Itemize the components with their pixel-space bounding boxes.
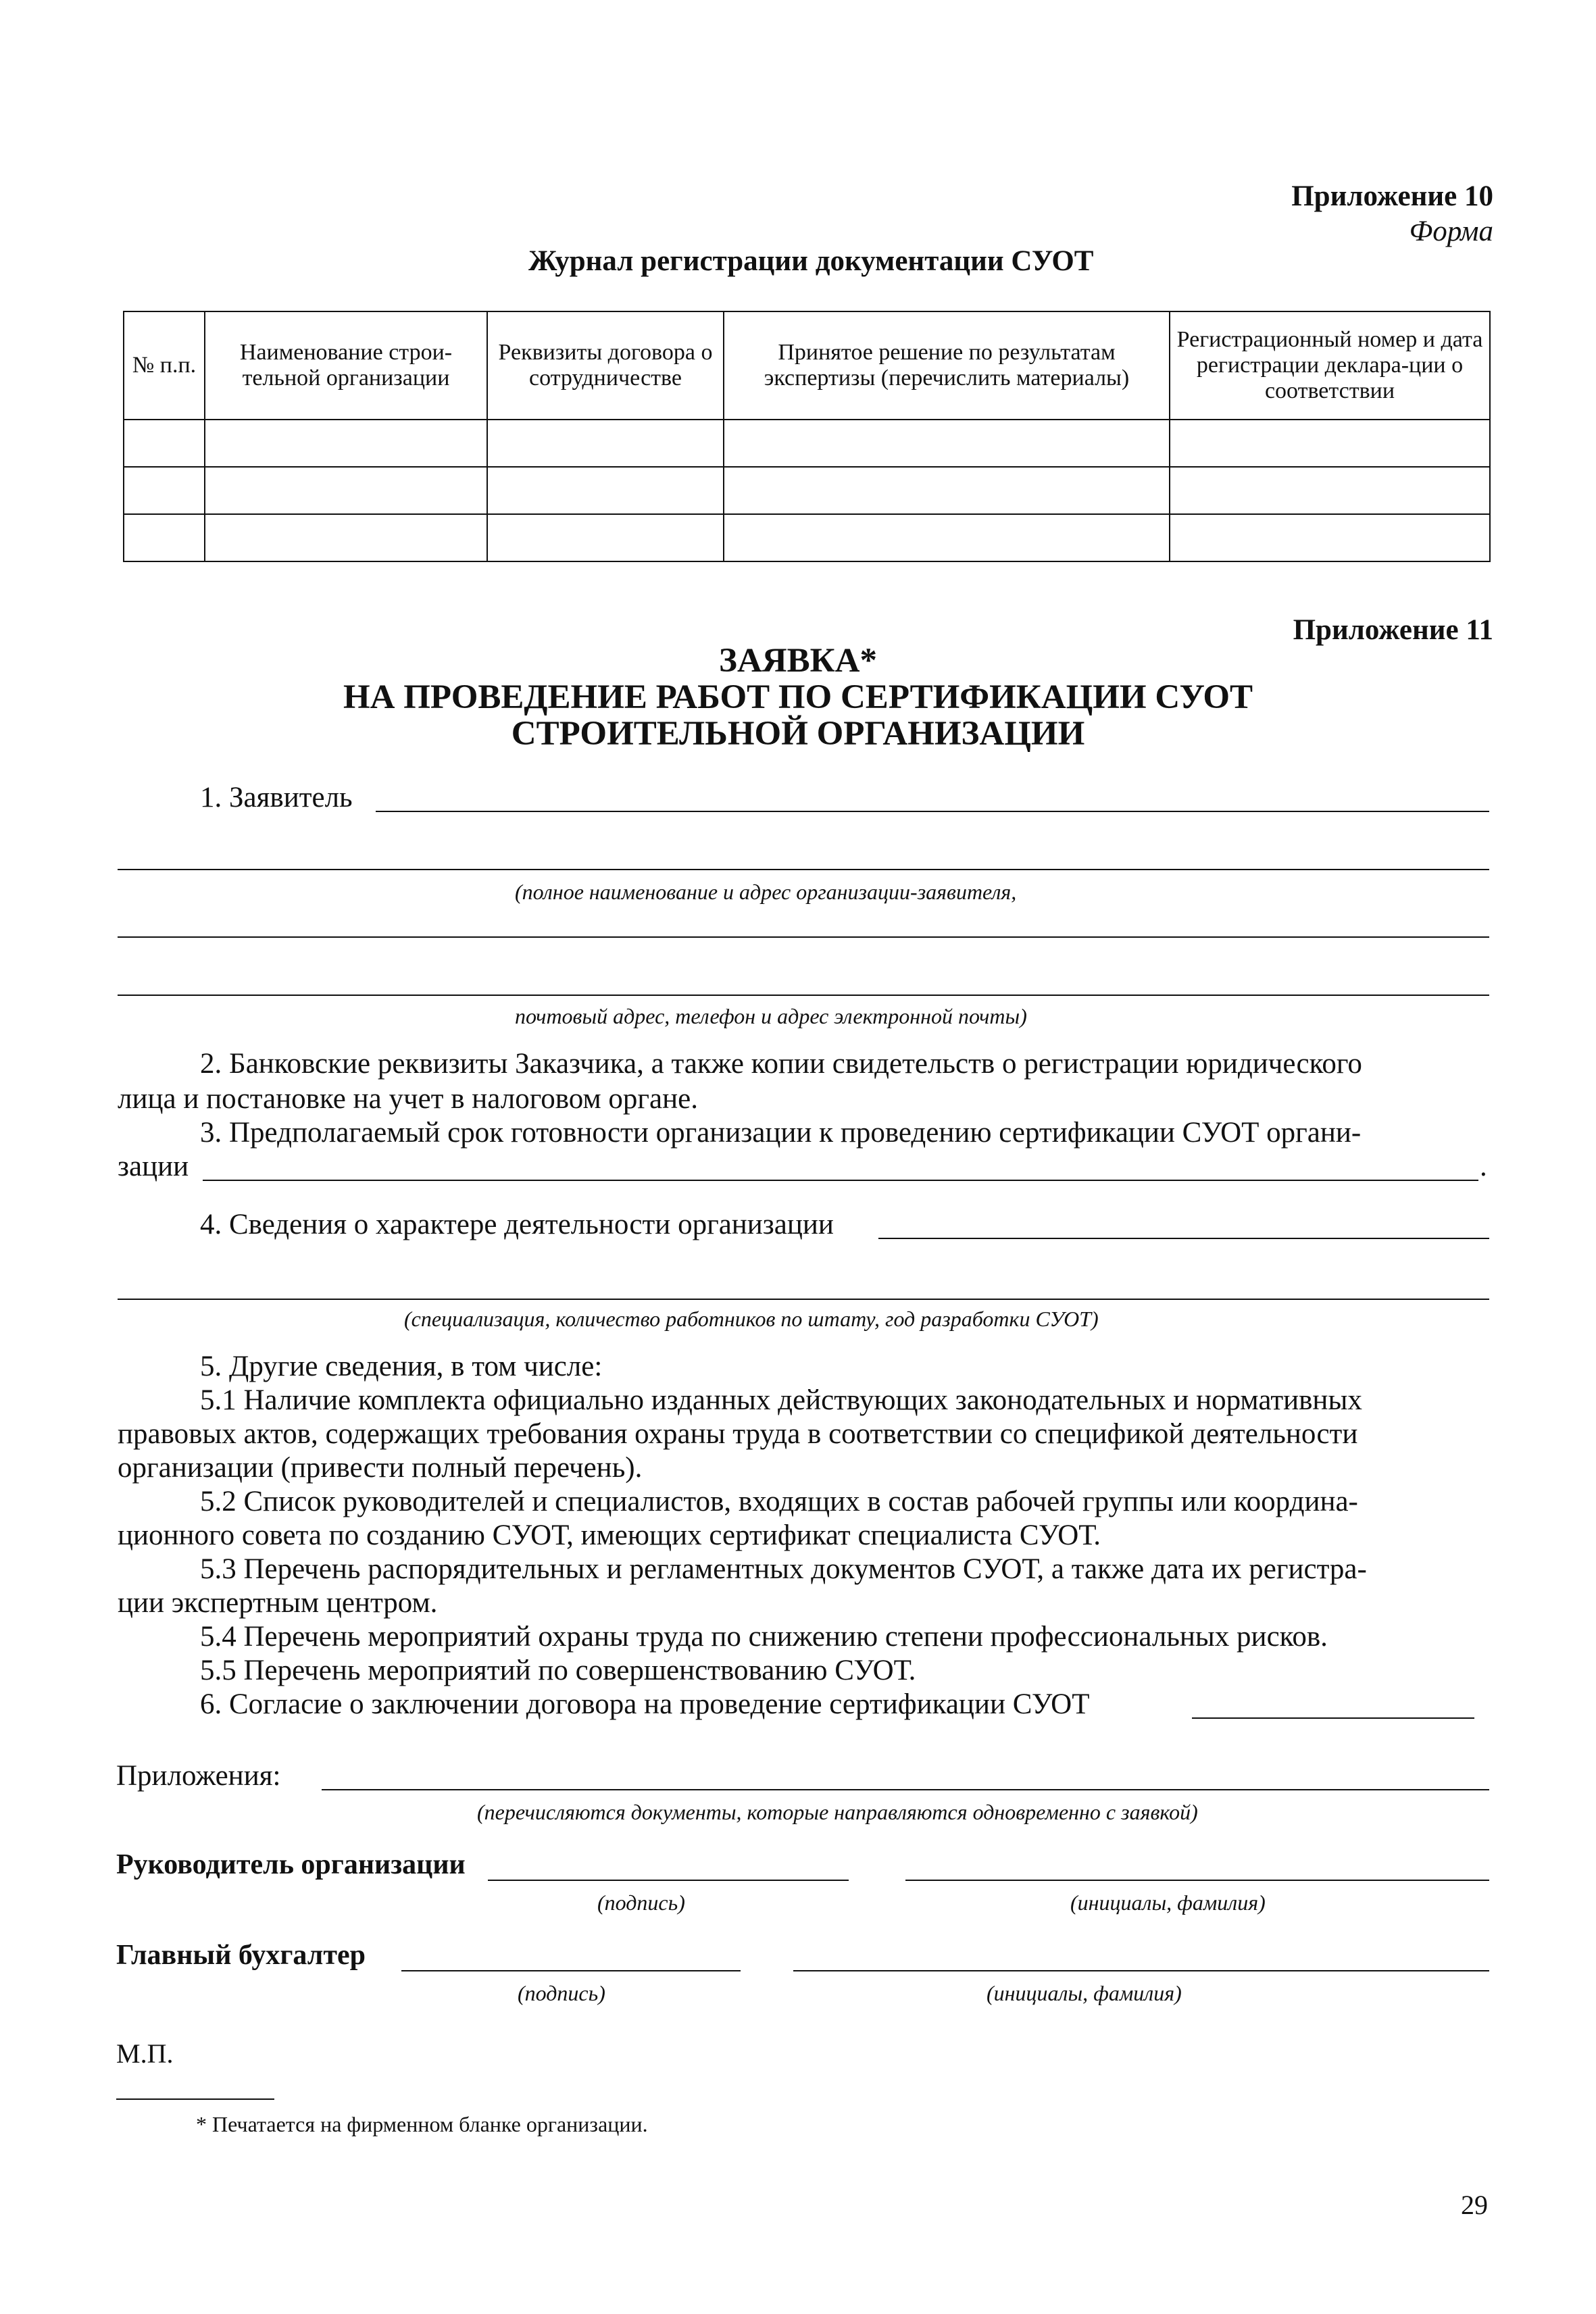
- form-label: Форма: [1409, 216, 1493, 247]
- item-5-1-line-2: правовых актов, содержащих требования охраны труда в соответствии со спецификой деятельности: [118, 1418, 1358, 1450]
- header-organization: Наименование строи-тельной организации: [205, 311, 487, 420]
- item-1-label: 1. Заявитель: [200, 782, 353, 813]
- hint-director-initials: (инициалы, фамилия): [1070, 1890, 1266, 1915]
- item-5-1-line-3: организации (привести полный перечень).: [118, 1452, 643, 1484]
- activity-field-line-2[interactable]: [118, 1299, 1489, 1300]
- table-cell[interactable]: [1170, 420, 1490, 467]
- hint-attachments: (перечисляются документы, которые направляются одновременно с заявкой): [477, 1800, 1198, 1824]
- item-5-2-line-2: ционного совета по созданию СУОТ, имеющих сертификат специалиста СУОТ.: [118, 1519, 1101, 1551]
- table-cell[interactable]: [205, 420, 487, 467]
- director-name-field[interactable]: [905, 1880, 1489, 1881]
- item-6-label: 6. Согласие о заключении договора на проведение сертификации СУОТ: [200, 1688, 1090, 1720]
- table-cell[interactable]: [724, 420, 1170, 467]
- readiness-date-field[interactable]: [203, 1180, 1478, 1181]
- application-subheading: НА ПРОВЕДЕНИЕ РАБОТ ПО СЕРТИФИКАЦИИ СУОТ: [343, 678, 1253, 716]
- director-label: Руководитель организации: [116, 1849, 466, 1880]
- table-cell[interactable]: [724, 514, 1170, 561]
- hint-director-signature: (подпись): [597, 1890, 685, 1915]
- item-3-line-1: 3. Предполагаемый срок готовности организации к проведению сертификации СУОТ органи-: [200, 1117, 1362, 1149]
- page-number: 29: [1461, 2190, 1488, 2220]
- table-cell[interactable]: [724, 467, 1170, 514]
- table-row: [124, 467, 1490, 514]
- applicant-field-line-2[interactable]: [118, 869, 1489, 870]
- item-3-end: .: [1480, 1151, 1487, 1182]
- hint-accountant-signature: (подпись): [518, 1981, 605, 2005]
- header-contract: Реквизиты договора о сотрудничестве: [487, 311, 724, 420]
- footnote: * Печатается на фирменном бланке организации.: [196, 2112, 648, 2136]
- stamp-label: М.П.: [116, 2038, 174, 2069]
- table-cell[interactable]: [487, 514, 724, 561]
- consent-field[interactable]: [1192, 1717, 1474, 1719]
- table-cell[interactable]: [1170, 467, 1490, 514]
- hint-activity: (специализация, количество работников по штату, год разработки СУОТ): [404, 1307, 1099, 1331]
- applicant-field[interactable]: [376, 811, 1489, 812]
- header-decision: Принятое решение по результатам экспертизы (перечислить материалы): [724, 311, 1170, 420]
- item-5-1-line-1: 5.1 Наличие комплекта официально изданных действующих законодательных и нормативных: [200, 1384, 1362, 1416]
- table-header-row: [124, 311, 1490, 420]
- item-4-label: 4. Сведения о характере деятельности организации: [200, 1209, 834, 1240]
- item-5-4: 5.4 Перечень мероприятий охраны труда по снижению степени профессиональных рисков.: [200, 1621, 1328, 1653]
- application-heading: ЗАЯВКА*: [719, 642, 877, 680]
- accountant-label: Главный бухгалтер: [116, 1940, 366, 1971]
- footnote-divider: [116, 2098, 274, 2100]
- attachments-label: Приложения:: [116, 1760, 281, 1792]
- accountant-name-field[interactable]: [793, 1970, 1489, 1971]
- item-3-line-2: зации: [118, 1151, 189, 1182]
- application-subheading-2: СТРОИТЕЛЬНОЙ ОРГАНИЗАЦИИ: [511, 715, 1085, 753]
- table-cell[interactable]: [205, 514, 487, 561]
- table-cell[interactable]: [1170, 514, 1490, 561]
- table-cell[interactable]: [487, 467, 724, 514]
- journal-table: [123, 311, 1491, 562]
- item-5-5: 5.5 Перечень мероприятий по совершенствованию СУОТ.: [200, 1655, 916, 1686]
- table-cell[interactable]: [124, 467, 205, 514]
- director-signature-field[interactable]: [488, 1880, 849, 1881]
- table-row: [124, 420, 1490, 467]
- header-registration: Регистрационный номер и дата регистрации деклара-ции о соответствии: [1170, 311, 1490, 420]
- table-cell[interactable]: [487, 420, 724, 467]
- accountant-signature-field[interactable]: [401, 1970, 741, 1971]
- journal-title: Журнал регистрации документации СУОТ: [528, 245, 1094, 277]
- item-5-2-line-1: 5.2 Список руководителей и специалистов, входящих в состав рабочей группы или координа-: [200, 1486, 1358, 1517]
- table-row: [124, 514, 1490, 561]
- item-5-3-line-2: ции экспертным центром.: [118, 1587, 438, 1619]
- appendix-11-title: Приложение 11: [1293, 614, 1493, 646]
- item-5: 5. Другие сведения, в том числе:: [200, 1351, 603, 1382]
- table-cell[interactable]: [124, 420, 205, 467]
- item-2-line-1: 2. Банковские реквизиты Заказчика, а также копии свидетельств о регистрации юридического: [200, 1048, 1362, 1080]
- table-cell[interactable]: [205, 467, 487, 514]
- activity-field[interactable]: [878, 1238, 1489, 1239]
- header-number: № п.п.: [124, 311, 205, 420]
- item-2-line-2: лица и постановке на учет в налоговом органе.: [118, 1083, 698, 1115]
- applicant-field-line-3[interactable]: [118, 936, 1489, 938]
- appendix-10-title: Приложение 10: [1291, 180, 1493, 212]
- hint-applicant-1: (полное наименование и адрес организации-заявителя,: [515, 880, 1017, 904]
- attachments-field[interactable]: [322, 1789, 1489, 1790]
- hint-applicant-2: почтовый адрес, телефон и адрес электронной почты): [515, 1004, 1027, 1028]
- item-5-3-line-1: 5.3 Перечень распорядительных и регламентных документов СУОТ, а также дата их регистра-: [200, 1553, 1367, 1585]
- applicant-field-line-4[interactable]: [118, 995, 1489, 996]
- table-cell[interactable]: [124, 514, 205, 561]
- hint-accountant-initials: (инициалы, фамилия): [987, 1981, 1182, 2005]
